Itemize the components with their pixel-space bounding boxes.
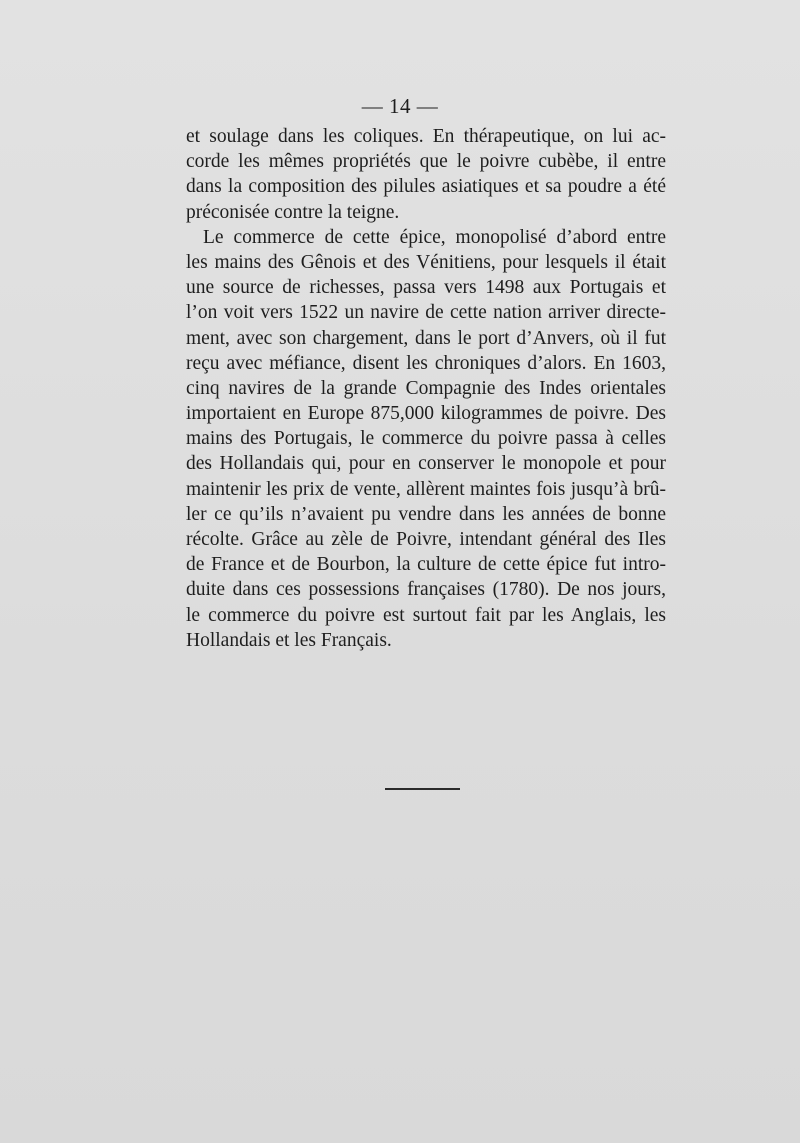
text-line: duite dans ces possessions françaises (1780). De nos jours, (186, 579, 666, 601)
text-line: de France et de Bourbon, la culture de cette épice fut intro- (186, 554, 666, 576)
text-line: ler ce qu’ils n’avaient pu vendre dans les années de bonne (186, 503, 666, 525)
text-line: et soulage dans les coliques. En thérapeutique, on lui ac- (186, 126, 666, 147)
text-line: des Hollandais qui, pour en conserver le monopole et pour (186, 453, 666, 475)
section-divider (385, 788, 460, 790)
page-number: — 14 — (361, 94, 439, 118)
text-line: Hollandais et les Français. (186, 629, 392, 651)
text-line: les mains des Gênois et des Vénitiens, pour lesquels il était (186, 251, 666, 273)
text-line: maintenir les prix de vente, allèrent maintes fois jusqu’à brû- (186, 478, 666, 500)
text-line: dans la composition des pilules asiatiques et sa poudre a été (186, 176, 666, 198)
text-line: Le commerce de cette épice, monopolisé d’abord entre (203, 226, 666, 248)
text-line: importaient en Europe 875,000 kilogrammes de poivre. Des (186, 403, 666, 425)
text-line: récolte. Grâce au zèle de Poivre, intendant général des Iles (186, 529, 666, 550)
text-line: mains des Portugais, le commerce du poivre passa à celles (186, 428, 666, 450)
text-line: préconisée contre la teigne. (186, 201, 400, 223)
text-line: une source de richesses, passa vers 1498 aux Portugais et (186, 277, 666, 299)
text-line: corde les mêmes propriétés que le poivre cubèbe, il entre (186, 151, 666, 173)
body-text (186, 124, 666, 653)
text-line: ment, avec son chargement, dans le port d’Anvers, où il fut (186, 327, 666, 349)
text-line: le commerce du poivre est surtout fait par les Anglais, les (186, 604, 666, 626)
text-line: l’on voit vers 1522 un navire de cette nation arriver directe- (186, 302, 666, 324)
text-line: cinq navires de la grande Compagnie des Indes orientales (186, 377, 666, 399)
text-line: reçu avec méfiance, disent les chroniques d’alors. En 1603, (186, 352, 666, 374)
